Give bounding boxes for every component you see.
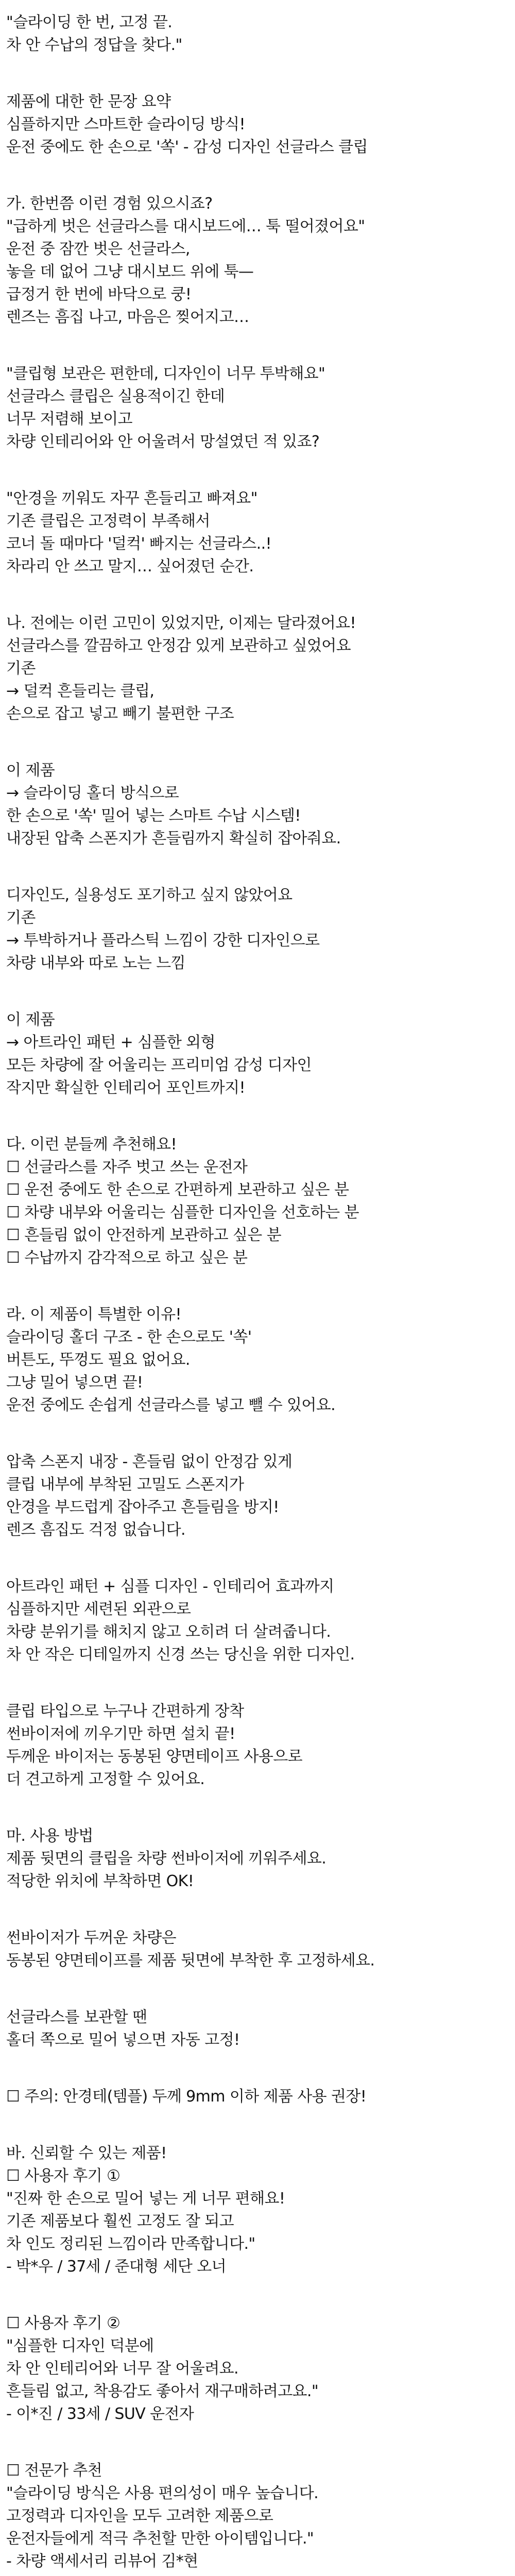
text-line: 너무 저렴해 보이고 (6, 410, 132, 428)
text-block (6, 2006, 509, 2052)
text-line: 아트라인 패턴 + 심플 디자인 - 인테리어 효과까지 (6, 1578, 334, 1596)
text-line: 이 제품 (6, 1011, 55, 1029)
text-line: 모든 차량에 잘 어울리는 프리미엄 감성 디자인 (6, 1056, 312, 1074)
text-line: 두께운 바이저는 동봉된 양면테이프 사용으로 (6, 1748, 302, 1766)
text-block (6, 1303, 509, 1417)
text-block (6, 2312, 509, 2426)
text-line: → 투박하거나 플라스틱 느낌이 강한 디자인으로 (6, 931, 320, 950)
text-block (6, 2142, 509, 2278)
text-line: "클립형 보관은 편한데, 디자인이 너무 투박해요" (6, 365, 325, 383)
text-line: "슬라이딩 한 번, 고정 끝. (6, 13, 173, 31)
text-line: ☐ 흔들림 없이 안전하게 보관하고 싶은 분 (6, 1226, 281, 1244)
text-line: 코너 돌 때마다 '덜컥' 빠지는 선글라스..! (6, 535, 271, 553)
text-line: 압축 스폰지 내장 - 흔들림 없이 안정감 있게 (6, 1453, 293, 1471)
text-line: 기존 제품보다 훨씬 고정도 잘 되고 (6, 2212, 234, 2230)
text-line: 선글라스를 깔끔하고 안정감 있게 보관하고 싶었어요 (6, 637, 351, 655)
text-line: 안경을 부드럽게 잡아주고 흔들림을 방지! (6, 1498, 279, 1516)
text-block (6, 193, 509, 329)
text-block (6, 884, 509, 975)
text-block (6, 2460, 509, 2573)
text-block (6, 487, 509, 578)
text-line: - 이*진 / 33세 / SUV 운전자 (6, 2405, 194, 2423)
text-line: 운전 중 잠깐 벗은 선글라스, (6, 240, 190, 258)
text-line: 흔들림 없고, 착용감도 좋아서 재구매하려고요." (6, 2382, 319, 2400)
text-block (6, 1927, 509, 1972)
text-line: 라. 이 제품이 특별한 이유! (6, 1306, 181, 1324)
text-line: 놓을 데 없어 그냥 대시보드 위에 툭— (6, 263, 254, 281)
text-block (6, 1133, 509, 1269)
text-line: 차량 분위기를 해치지 않고 오히려 더 살려줍니다. (6, 1623, 331, 1641)
text-block (6, 612, 509, 725)
text-line: "급하게 벗은 선글라스를 대시보드에… 툭 떨어졌어요" (6, 217, 365, 235)
text-line: - 차량 액세서리 리뷰어 김*현 (6, 2552, 198, 2570)
text-line: 작지만 확실한 인테리어 포인트까지! (6, 1079, 245, 1097)
text-line: ☐ 수납까지 감각적으로 하고 싶은 분 (6, 1249, 248, 1267)
text-line: "심플한 디자인 덕분에 (6, 2337, 154, 2355)
text-line: 클립 내부에 부착된 고밀도 스폰지가 (6, 1476, 244, 1494)
text-block (6, 1700, 509, 1791)
text-line: 선글라스 클립은 실용적이긴 한데 (6, 387, 225, 405)
text-line: 디자인도, 실용성도 포기하고 싶지 않았어요 (6, 886, 293, 904)
text-line: 운전 중에도 한 손으로 '쏙' - 감성 디자인 선글라스 클립 (6, 138, 368, 156)
text-line: 렌즈 흠집도 걱정 없습니다. (6, 1521, 185, 1539)
text-line: 기존 (6, 909, 36, 927)
text-line: 차 인도 정리된 느낌이라 만족합니다." (6, 2235, 255, 2253)
text-line: ☐ 사용자 후기 ② (6, 2314, 121, 2332)
text-line: 바. 신뢰할 수 있는 제품! (6, 2144, 167, 2162)
text-block (6, 91, 509, 159)
text-line: 한 손으로 '쏙' 밀어 넣는 스마트 수납 시스템! (6, 807, 301, 825)
text-line: - 박*우 / 37세 / 준대형 세단 오너 (6, 2258, 226, 2276)
text-block (6, 759, 509, 850)
text-line: 차량 내부와 따로 노는 느낌 (6, 954, 185, 972)
text-line: 내장된 압축 스폰지가 흔들림까지 확실히 잡아줘요. (6, 829, 341, 848)
text-line: 기존 (6, 659, 36, 677)
text-line: 심플하지만 스마트한 슬라이딩 방식! (6, 115, 245, 133)
text-line: 급정거 한 번에 바닥으로 쿵! (6, 285, 192, 303)
text-line: ☐ 전문가 추천 (6, 2462, 102, 2480)
text-line: 차 안 수납의 정답을 찾다." (6, 36, 182, 54)
text-line: "안경을 끼워도 자꾸 흔들리고 빠져요" (6, 489, 258, 507)
text-line: ☐ 사용자 후기 ① (6, 2167, 121, 2185)
text-line: 차량 인테리어와 안 어울려서 망설였던 적 있죠? (6, 433, 320, 451)
text-line: 마. 사용 방법 (6, 1827, 93, 1845)
text-block (6, 363, 509, 453)
text-line: → 슬라이딩 홀더 방식으로 (6, 784, 179, 802)
text-block (6, 1451, 509, 1541)
text-line: 더 견고하게 고정할 수 있어요. (6, 1770, 205, 1788)
text-line: → 덜컥 흔들리는 클립, (6, 682, 154, 700)
text-line: 슬라이딩 홀더 구조 - 한 손으로도 '쏙' (6, 1328, 252, 1346)
text-block (6, 2086, 509, 2108)
text-line: 기존 클립은 고정력이 부족해서 (6, 512, 210, 530)
text-line: 심플하지만 세련된 외관으로 (6, 1600, 191, 1618)
text-line: 운전 중에도 손쉽게 선글라스를 넣고 뺄 수 있어요. (6, 1396, 336, 1414)
text-line: 제품에 대한 한 문장 요약 (6, 93, 171, 111)
text-line: ☐ 선글라스를 자주 벗고 쓰는 운전자 (6, 1158, 248, 1176)
text-line: 운전자들에게 적극 추천할 만한 아이템입니다." (6, 2530, 314, 2548)
text-line: 가. 한번쯤 이런 경험 있으시죠? (6, 195, 213, 213)
text-block (6, 11, 509, 57)
text-line: "슬라이딩 방식은 사용 편의성이 매우 높습니다. (6, 2484, 319, 2502)
text-line: 선글라스를 보관할 땐 (6, 2008, 147, 2026)
text-line: 적당한 위치에 부착하면 OK! (6, 1872, 194, 1890)
text-block (6, 1575, 509, 1666)
text-line: "진짜 한 손으로 밀어 넣는 게 너무 편해요! (6, 2190, 285, 2208)
text-line: 제품 뒷면의 클립을 차량 썬바이저에 끼워주세요. (6, 1850, 327, 1868)
text-line: ☐ 운전 중에도 한 손으로 간편하게 보관하고 싶은 분 (6, 1181, 349, 1199)
text-line: 차라리 안 쓰고 말지… 싶어졌던 순간. (6, 557, 254, 575)
text-block (6, 1825, 509, 1893)
text-line: 썬바이저가 두꺼운 차량은 (6, 1929, 177, 1947)
text-line: 이 제품 (6, 761, 55, 779)
text-line: 썬바이저에 끼우기만 하면 설치 끝! (6, 1725, 235, 1743)
text-line: ☐ 주의: 안경테(템플) 두께 9mm 이하 제품 사용 권장! (6, 2088, 367, 2106)
text-line: 그냥 밀어 넣으면 끝! (6, 1374, 143, 1392)
text-line: → 아트라인 패턴 + 심플한 외형 (6, 1033, 215, 1052)
text-line: 고정력과 디자인을 모두 고려한 제품으로 (6, 2507, 273, 2525)
text-line: 손으로 잡고 넣고 빼기 불편한 구조 (6, 705, 234, 723)
text-line: ☐ 차량 내부와 어울리는 심플한 디자인을 선호하는 분 (6, 1204, 359, 1222)
text-line: 차 안 인테리어와 너무 잘 어울려요. (6, 2360, 238, 2378)
text-line: 홀더 쪽으로 밀어 넣으면 자동 고정! (6, 2031, 240, 2049)
text-line: 다. 이런 분들께 추천해요! (6, 1136, 177, 1154)
text-line: 버튼도, 뚜껑도 필요 없어요. (6, 1351, 190, 1369)
text-line: 클립 타입으로 누구나 간편하게 장착 (6, 1702, 244, 1720)
text-line: 차 안 작은 디테일까지 신경 쓰는 당신을 위한 디자인. (6, 1646, 355, 1664)
text-line: 동봉된 양면테이프를 제품 뒷면에 부착한 후 고정하세요. (6, 1952, 375, 1970)
text-line: 렌즈는 흠집 나고, 마음은 찢어지고… (6, 308, 249, 326)
text-line: 나. 전에는 이런 고민이 있었지만, 이제는 달라졌어요! (6, 614, 356, 632)
text-block (6, 1009, 509, 1099)
